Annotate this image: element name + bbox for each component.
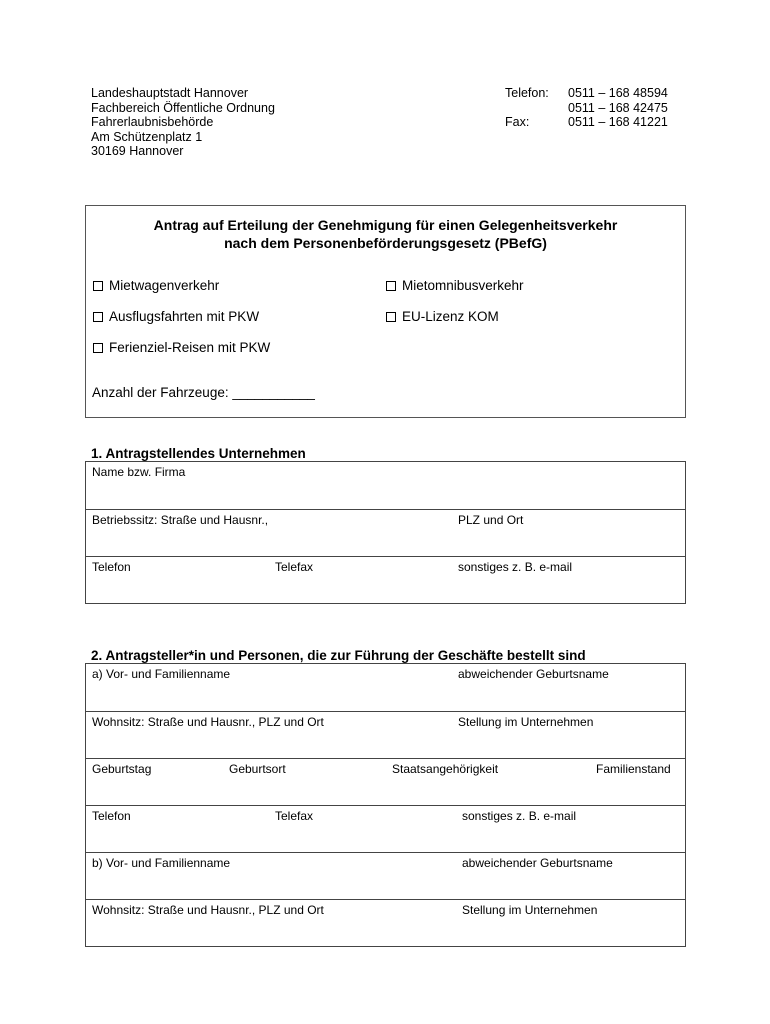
checkbox-icon[interactable] — [93, 312, 103, 322]
table-row[interactable] — [86, 852, 685, 899]
title-line-2: nach dem Personenbeförderungsgesetz (PBefG) — [224, 235, 547, 251]
b-residence-label: Wohnsitz: Straße und Hausnr., PLZ und Ort — [92, 903, 324, 917]
birthday-label: Geburtstag — [92, 762, 152, 776]
option-label: Mietomnibusverkehr — [402, 278, 524, 293]
table-row[interactable] — [86, 664, 685, 711]
marital-status-label: Familienstand — [596, 762, 671, 776]
table-row[interactable] — [86, 758, 685, 805]
a-birthname-label: abweichender Geburtsname — [458, 667, 609, 681]
vehicle-count-field[interactable]: Anzahl der Fahrzeuge: ___________ — [92, 385, 315, 400]
fax-number: 0511 – 168 41221 — [568, 115, 668, 129]
a-position-label: Stellung im Unternehmen — [458, 715, 594, 729]
table-row[interactable] — [86, 556, 685, 603]
email-label: sonstiges z. B. e-mail — [462, 809, 577, 823]
option-mietwagen[interactable] — [93, 278, 219, 293]
table-row[interactable] — [86, 711, 685, 758]
section-1-table — [85, 461, 686, 604]
application-title — [86, 216, 685, 252]
option-label: EU-Lizenz KOM — [402, 309, 499, 324]
phone-number-2: 0511 – 168 42475 — [568, 100, 668, 115]
company-name-label: Name bzw. Firma — [92, 465, 186, 479]
application-box — [85, 205, 686, 418]
section-2-heading: 2. Antragsteller*in und Personen, die zur Führung der Geschäfte bestellt sind — [91, 648, 586, 663]
address-line: Am Schützenplatz 1 — [91, 129, 203, 144]
table-row[interactable] — [86, 899, 685, 946]
email-label: sonstiges z. B. e-mail — [458, 560, 573, 574]
section-1-heading: 1. Antragstellendes Unternehmen — [91, 446, 306, 461]
street-label: Betriebssitz: Straße und Hausnr., — [92, 513, 269, 527]
checkbox-icon[interactable] — [386, 312, 396, 322]
phone-number-1: 0511 – 168 48594 — [568, 86, 668, 100]
birthplace-label: Geburtsort — [229, 762, 286, 776]
phone-label: Telefon — [92, 560, 131, 574]
address-line: Fachbereich Öffentliche Ordnung — [91, 100, 275, 115]
table-row[interactable] — [86, 805, 685, 852]
option-ausflug[interactable] — [93, 309, 259, 324]
option-mietomnibus[interactable] — [386, 278, 524, 293]
table-row[interactable] — [86, 462, 685, 509]
b-name-label: b) Vor- und Familienname — [92, 856, 231, 870]
checkbox-icon[interactable] — [93, 343, 103, 353]
checkbox-icon[interactable] — [386, 281, 396, 291]
address-line: Landeshauptstadt Hannover — [91, 86, 249, 100]
a-residence-label: Wohnsitz: Straße und Hausnr., PLZ und Ort — [92, 715, 324, 729]
section-2-table — [85, 663, 686, 947]
option-ferienziel[interactable] — [93, 340, 270, 355]
fax-label: Telefax — [275, 560, 314, 574]
authority-address — [91, 86, 275, 159]
a-name-label: a) Vor- und Familienname — [92, 667, 231, 681]
fax-label: Fax: — [505, 115, 530, 129]
option-label: Ferienziel-Reisen mit PKW — [109, 340, 271, 355]
phone-label: Telefon: — [505, 86, 549, 100]
checkbox-icon[interactable] — [93, 281, 103, 291]
option-label: Ausflugsfahrten mit PKW — [109, 309, 260, 324]
option-label: Mietwagenverkehr — [109, 278, 220, 293]
address-line: 30169 Hannover — [91, 144, 184, 158]
plz-label: PLZ und Ort — [458, 513, 524, 527]
address-line: Fahrerlaubnisbehörde — [91, 115, 214, 129]
b-position-label: Stellung im Unternehmen — [462, 903, 598, 917]
b-birthname-label: abweichender Geburtsname — [462, 856, 613, 870]
table-row[interactable] — [86, 509, 685, 556]
nationality-label: Staatsangehörigkeit — [392, 762, 499, 776]
title-line-1: Antrag auf Erteilung der Genehmigung für einen Gelegenheitsverkehr — [153, 217, 618, 233]
option-eu-lizenz[interactable] — [386, 309, 499, 324]
phone-label: Telefon — [92, 809, 131, 823]
fax-label: Telefax — [275, 809, 314, 823]
